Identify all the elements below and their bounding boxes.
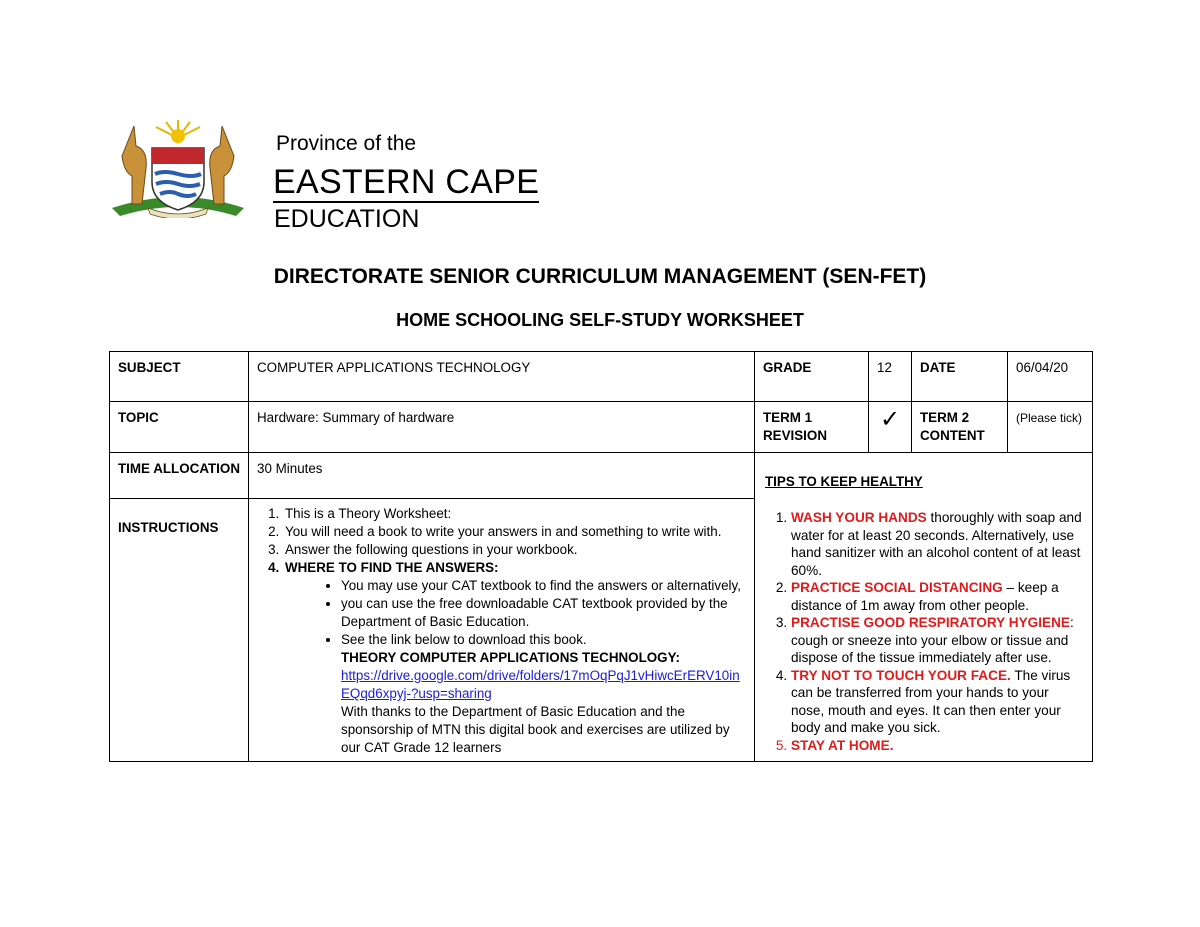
list-item <box>283 559 746 757</box>
list-item: • you can use the free downloadable CAT textbook provided by the Department of Basic Education. <box>341 595 746 631</box>
topic-label: TOPIC <box>110 402 249 453</box>
list-item <box>791 737 1082 755</box>
instructions-list <box>257 505 746 757</box>
term1-label: TERM 1 REVISION <box>755 402 869 453</box>
coat-of-arms-icon <box>108 116 248 218</box>
answers-sublist <box>285 577 746 757</box>
thanks-note: With thanks to the Department of Basic Education and the sponsorship of MTN this digital book and exercises are utilized by our CAT Grade 12 learners <box>341 704 730 755</box>
subject-label: SUBJECT <box>110 352 249 402</box>
instructions-label: INSTRUCTIONS <box>110 499 249 762</box>
tip-highlight: STAY AT HOME. <box>791 737 894 753</box>
tip-highlight: PRACTICE SOCIAL DISTANCING <box>791 580 1003 595</box>
time-label: TIME ALLOCATION <box>110 453 249 499</box>
time-value: 30 Minutes <box>249 453 755 499</box>
list-item <box>791 614 1082 667</box>
book-title: THEORY COMPUTER APPLICATIONS TECHNOLOGY: <box>341 650 680 665</box>
province-line: Province of the <box>276 132 417 155</box>
instructions-cell <box>249 499 755 762</box>
table-row <box>110 402 1093 453</box>
download-note: • See the link below to download this book. <box>341 632 587 647</box>
subject-value: COMPUTER APPLICATIONS TECHNOLOGY <box>249 352 755 402</box>
term2-label: TERM 2 CONTENT <box>912 402 1008 453</box>
tip-highlight: TRY NOT TO TOUCH YOUR FACE. <box>791 667 1011 683</box>
grade-value: 12 <box>869 352 912 402</box>
list-item <box>341 631 746 757</box>
tips-list <box>765 509 1082 754</box>
checkmark-icon: ✓ <box>879 406 901 433</box>
tip-text: : cough or sneeze into your elbow or tissue and dispose of the tissue immediately after use. <box>791 615 1074 665</box>
grade-label: GRADE <box>755 352 869 402</box>
list-item <box>791 667 1082 737</box>
list-item: 3. Answer the following questions in your workbook. <box>283 541 746 559</box>
list-item <box>791 509 1082 579</box>
date-label: DATE <box>912 352 1008 402</box>
textbook-download-link[interactable]: https://drive.google.com/drive/folders/17mOqPqJ1vHiwcErERV10inEQqd6xpyj-?usp=sharing <box>341 668 740 701</box>
worksheet-title: HOME SCHOOLING SELF-STUDY WORKSHEET <box>396 310 804 330</box>
list-item: 1. This is a Theory Worksheet: <box>283 505 746 523</box>
directorate-title: DIRECTORATE SENIOR CURRICULUM MANAGEMENT (SEN-FET) <box>273 265 927 288</box>
list-item: • You may use your CAT textbook to find the answers or alternatively, <box>341 577 746 595</box>
tips-cell <box>755 453 1093 762</box>
tip-highlight: PRACTISE GOOD RESPIRATORY HYGIENE <box>791 615 1070 630</box>
worksheet-info-table <box>109 351 1093 762</box>
tip-text: The virus can be transferred from your hands to your nose, mouth and eyes. It can then enter your body and make you sick. <box>791 667 1071 735</box>
list-item <box>791 579 1082 614</box>
date-value: 06/04/20 <box>1008 352 1093 402</box>
topic-value: Hardware: Summary of hardware <box>249 402 755 453</box>
tips-heading: TIPS TO KEEP HEALTHY <box>765 474 923 489</box>
tick-note: (Please tick) <box>1008 402 1093 453</box>
term1-tick-cell <box>869 402 912 453</box>
list-item: 2. You will need a book to write your answers in and something to write with. <box>283 523 746 541</box>
tip-highlight: WASH YOUR HANDS <box>791 510 927 525</box>
tip-text: – keep a distance of 1m away from other people. <box>791 580 1059 613</box>
where-answers-heading: WHERE TO FIND THE ANSWERS: <box>285 560 499 575</box>
department-name: EDUCATION <box>274 205 420 233</box>
table-row <box>110 352 1093 402</box>
tip-text: thoroughly with soap and water for at least 20 seconds. Alternatively, use hand sanitizer with an alcohol content of at least 60%. <box>791 510 1082 578</box>
region-name: EASTERN CAPE <box>273 163 540 201</box>
table-row <box>110 453 1093 499</box>
